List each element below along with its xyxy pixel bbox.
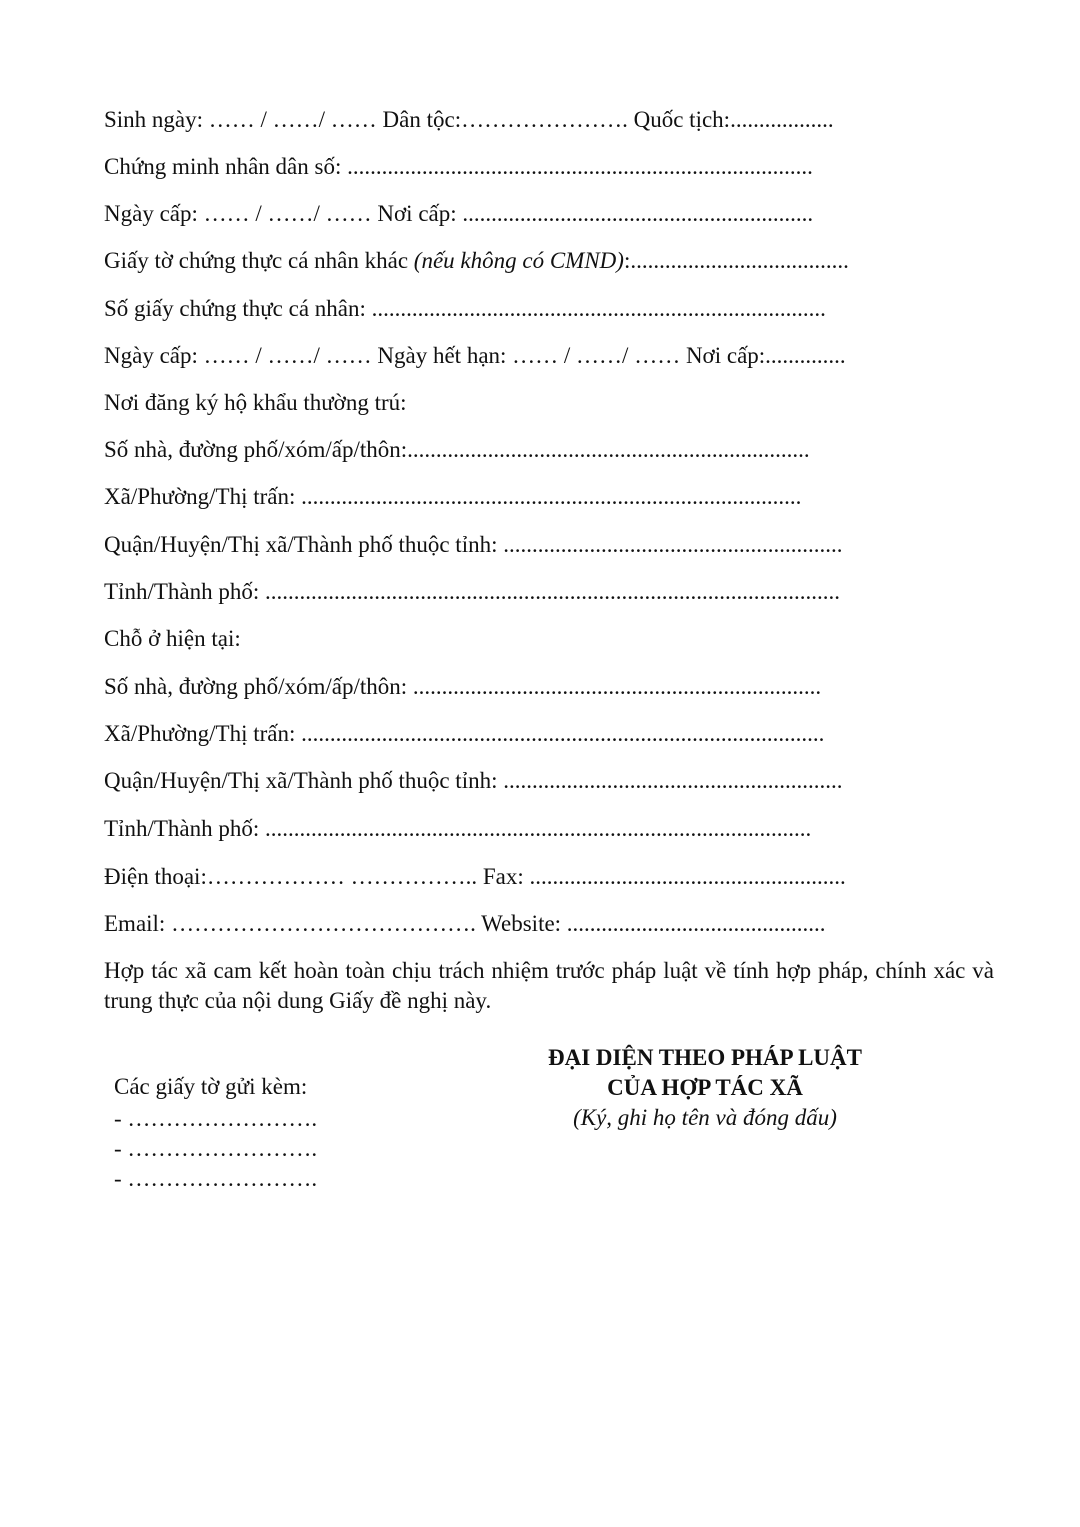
current-ward-field: Xã/Phường/Thị trấn: ........................................................................................... (104, 721, 825, 746)
document-issue-expiry-place-field: Ngày cấp: …… / ……/ …… Ngày hết hạn: …… / ……/ …… Nơi cấp:.............. (104, 343, 846, 368)
current-residence-heading: Chỗ ở hiện tại: (104, 626, 241, 651)
signature-block (500, 1043, 910, 1133)
permanent-residence-heading: Nơi đăng ký hộ khẩu thường trú: (104, 390, 407, 415)
attachment-item: - ……………………. (114, 1166, 318, 1191)
id-card-number-field: Chứng minh nhân dân số: ................................................................................. (104, 154, 813, 179)
other-document-note: (nếu không có CMND) (413, 248, 624, 273)
commitment-paragraph: Hợp tác xã cam kết hoàn toàn chịu trách nhiệm trước pháp luật về tính hợp pháp, chính xác và trung thực của nội dung Giấy đề nghị này. (104, 958, 994, 1013)
attachments-title: Các giấy tờ gửi kèm: (114, 1074, 308, 1099)
permanent-house-number-field: Số nhà, đường phố/xóm/ấp/thôn:...................................................................... (104, 437, 810, 462)
current-province-field: Tỉnh/Thành phố: ............................................................................................... (104, 816, 812, 841)
personal-document-number-field: Số giấy chứng thực cá nhân: ............................................................................... (104, 296, 826, 321)
attachment-item: - ……………………. (114, 1136, 318, 1161)
other-personal-document-field (104, 247, 849, 275)
birth-date-ethnicity-nationality-field: Sinh ngày: …… / ……/ …… Dân tộc:…………………. Quốc tịch:.................. (104, 107, 834, 132)
attachment-item: - ……………………. (114, 1106, 318, 1131)
signature-note: (Ký, ghi họ tên và đóng dấu) (573, 1105, 837, 1130)
email-website-field: Email: …………………………………. Website: ............................................. (104, 911, 826, 936)
id-issue-date-place-field: Ngày cấp: …… / ……/ …… Nơi cấp: ............................................................. (104, 201, 814, 226)
permanent-district-field: Quận/Huyện/Thị xã/Thành phố thuộc tỉnh: ........................................................... (104, 532, 843, 557)
signature-title-line1: ĐẠI DIỆN THEO PHÁP LUẬT (548, 1045, 862, 1070)
phone-fax-field: Điện thoại:……………… …………….. Fax: ....................................................... (104, 864, 846, 889)
other-document-dots: :...................................... (623, 248, 849, 273)
permanent-province-field: Tỉnh/Thành phố: .................................................................................................... (104, 579, 840, 604)
permanent-ward-field: Xã/Phường/Thị trấn: ....................................................................................... (104, 484, 802, 509)
current-house-number-field: Số nhà, đường phố/xóm/ấp/thôn: ....................................................................... (104, 674, 822, 699)
signature-title-line2: CỦA HỢP TÁC XÃ (607, 1075, 803, 1100)
other-document-label: Giấy tờ chứng thực cá nhân khác (104, 248, 414, 273)
current-district-field: Quận/Huyện/Thị xã/Thành phố thuộc tỉnh: ........................................................... (104, 768, 843, 793)
